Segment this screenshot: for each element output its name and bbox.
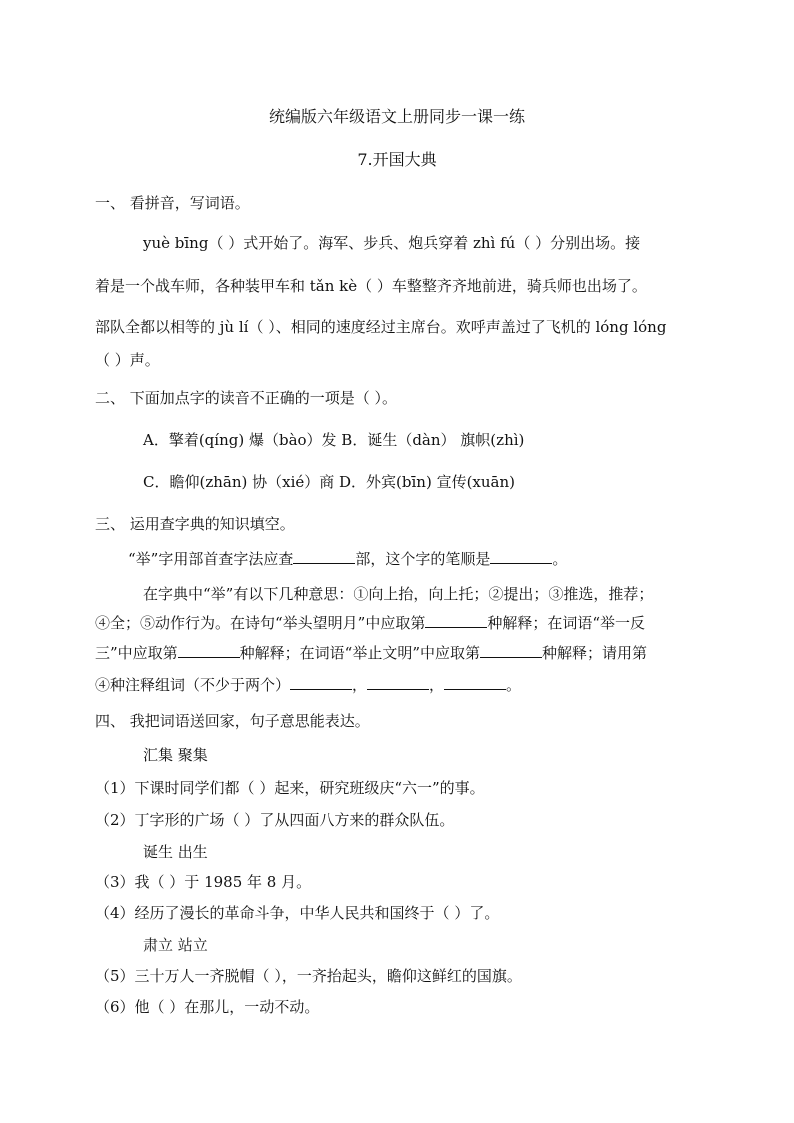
section1-line-2: 着是一个战车师，各种装甲车和 tǎn kè（ ）车整整齐齐地前进，骑兵师也出场了。 — [95, 277, 647, 295]
text: 种解释；在词语“举止文明”中应取第 — [239, 644, 481, 662]
text: 种解释；请用第 — [542, 644, 648, 662]
question-3: （3）我（ ）于 1985 年 8 月。 — [95, 873, 312, 891]
text: 。 — [552, 550, 568, 568]
blank-underline[interactable] — [367, 675, 429, 690]
option-cd: C．瞻仰(zhān) 协（xié）商 D．外宾(bīn) 宣传(xuān) — [143, 473, 516, 491]
text: 三”中应取第 — [95, 644, 178, 662]
section1-line-1: yuè bīng（ ）式开始了。海军、步兵、炮兵穿着 zhì fú（ ）分别出场。接 — [143, 234, 641, 252]
text: ， — [429, 676, 445, 694]
blank-underline[interactable] — [480, 643, 542, 658]
blank-underline[interactable] — [293, 549, 355, 564]
question-1: （1）下课时同学们都（ ）起来，研究班级庆“六一”的事。 — [95, 779, 485, 797]
section2-heading: 二、 下面加点字的读音不正确的一项是（ ）。 — [95, 389, 398, 407]
section1-heading: 一、 看拼音，写词语。 — [95, 194, 250, 212]
lesson-title: 7.开国大典 — [357, 150, 437, 169]
question-4: （4）经历了漫长的革命斗争，中华人民共和国终于（ ）了。 — [95, 904, 500, 922]
blank-underline[interactable] — [290, 675, 352, 690]
word-pair-1: 汇集 聚集 — [143, 746, 208, 764]
section1-line-3: 部队全都以相等的 jù lí（ ）、相同的速度经过主席台。欢呼声盖过了飞机的 lóng lóng — [95, 318, 667, 336]
text: 部，这个字的笔顺是 — [355, 550, 491, 568]
text: 种解释；在词语“举一反 — [487, 614, 646, 632]
question-5: （5）三十万人一齐脱帽（ ），一齐抬起头，瞻仰这鲜红的国旗。 — [95, 967, 522, 985]
text: “举”字用部首查字法应查 — [128, 550, 294, 568]
section3-heading: 三、 运用查字典的知识填空。 — [95, 515, 295, 533]
section3-line-5 — [95, 675, 521, 695]
text: ④全；⑤动作行为。在诗句“举头望明月”中应取第 — [95, 614, 426, 632]
blank-underline[interactable] — [425, 613, 487, 628]
blank-underline[interactable] — [444, 675, 506, 690]
section3-line-3 — [95, 613, 645, 633]
section4-heading: 四、 我把词语送回家，句子意思能表达。 — [95, 712, 370, 730]
section1-line-4: （ ）声。 — [95, 351, 160, 369]
blank-underline[interactable] — [490, 549, 552, 564]
text: ， — [352, 676, 368, 694]
word-pair-2: 诞生 出生 — [143, 843, 208, 861]
text: 。 — [506, 676, 522, 694]
page-title: 统编版六年级语文上册同步一课一练 — [268, 107, 525, 126]
blank-underline[interactable] — [178, 643, 240, 658]
word-pair-3: 肃立 站立 — [143, 936, 208, 954]
option-ab: A．擎着(qíng) 爆（bào）发 B．诞生（dàn） 旗帜(zhì) — [143, 431, 525, 449]
section3-line-2: 在字典中“举”有以下几种意思：①向上抬，向上托；②提出；③推选，推荐； — [143, 585, 654, 603]
question-6: （6）他（ ）在那儿，一动不动。 — [95, 998, 320, 1016]
section3-line-1 — [128, 549, 567, 569]
question-2: （2）丁字形的广场（ ）了从四面八方来的群众队伍。 — [95, 811, 455, 829]
text: ④种注释组词（不少于两个） — [95, 676, 291, 694]
section3-line-4 — [95, 643, 647, 663]
